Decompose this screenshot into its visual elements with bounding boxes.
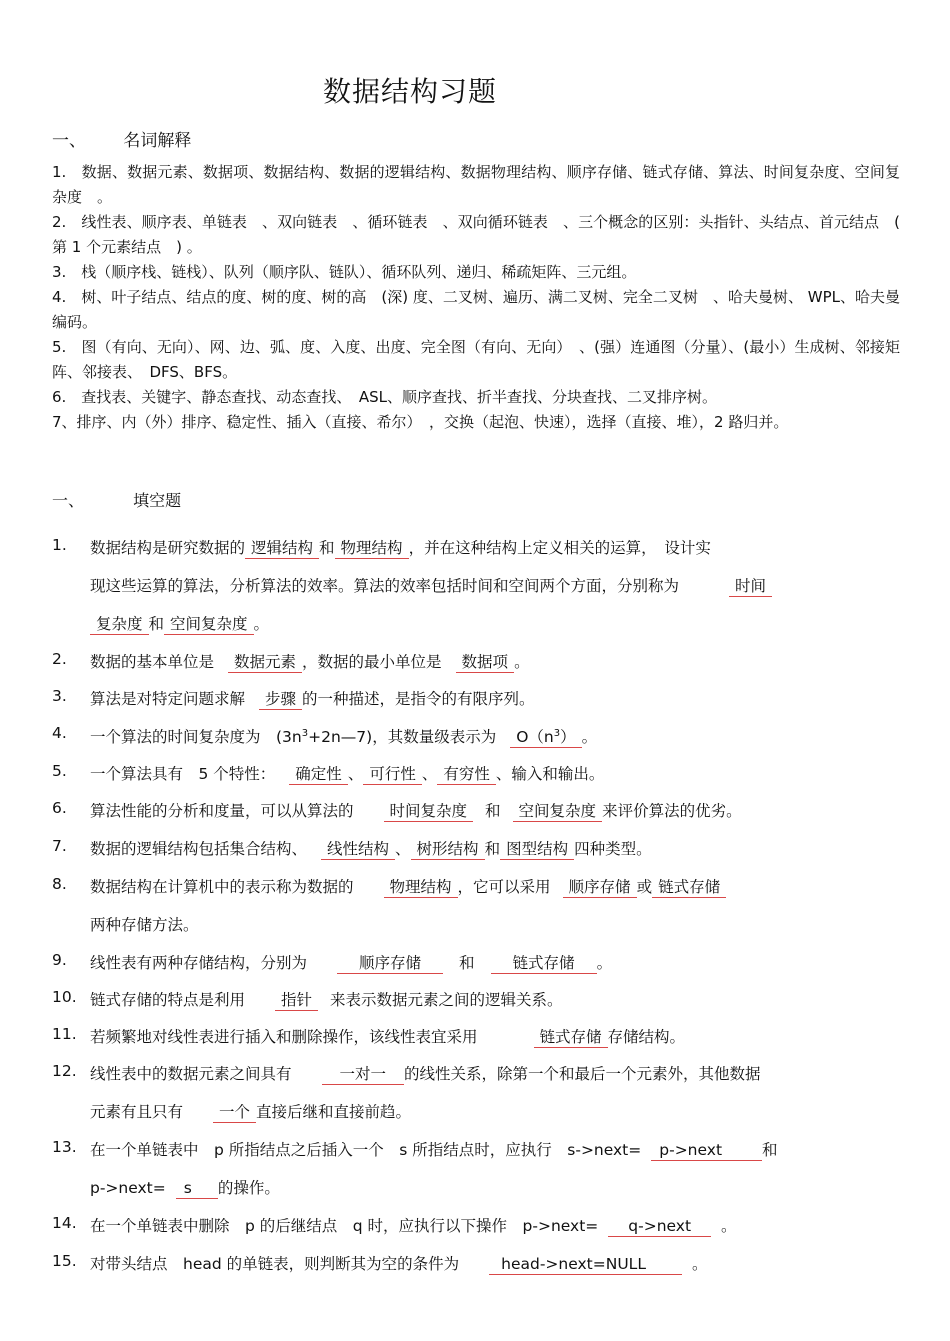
question-text: 直接后继和直接前趋。 [256,1103,412,1121]
question-number: 9. [52,951,67,969]
question-text: 和 [762,1141,778,1159]
section-title: 名词解释 [123,131,192,151]
question-number: 6. [52,799,67,817]
question-text: 的操作。 [217,1179,280,1197]
question-text: 数据的逻辑结构包括集合结构、 [90,840,308,858]
term-item: 3. 栈（顺序栈、链栈）、队列（顺序队、链队）、循环队列、递归、稀疏矩阵、三元组。 [52,263,637,281]
answer-blank: 数据项 [456,652,515,673]
answer-blank: s [176,1178,218,1199]
question-text: ，并在这种结构上定义相关的运算， 设计实 [408,539,711,557]
answer-blank: 图型结构 [500,839,574,860]
answer-blank: 物理结构 [384,877,458,898]
superscript: 3 [553,728,561,739]
question-text: 。 [691,1255,708,1273]
question-number: 14. [52,1214,77,1232]
section-title: 填空题 [133,491,182,510]
question-text: 和 [459,954,475,972]
term-item: 2. 线性表、顺序表、单链表 、双向链表 、循环链表 、双向循环链表 、三个概念的区别：头指针、头结点、首元结点 ( 第 1 个元素结点 ) 。 [52,213,900,256]
question-number: 15. [52,1252,77,1270]
answer-blank: 线性结构 [321,839,395,860]
question-text: 存储结构。 [607,1028,686,1046]
question-text: 。 [596,954,613,972]
question-text: p->next= [90,1179,166,1197]
question-text: 和 [319,539,335,557]
section-heading [52,488,181,511]
term-item: 4. 树、叶子结点、结点的度、树的度、树的高 (深) 度、二叉树、遍历、满二叉树、完全二叉树 、哈夫曼树、 WPL、哈夫曼编码。 [52,288,900,331]
question-text: ，它可以采用 [457,878,551,896]
answer-blank: 逻辑结构 [245,538,319,559]
answer-blank: 链式存储 [652,877,726,898]
section-number: 一、 [52,131,86,151]
answer-blank: 步骤 [259,689,302,710]
answer-blank: 空间复杂度 [513,801,603,822]
question-text: 数据的基本单位是 [90,653,215,671]
question-text: 一个算法具有 5 个特性： [90,765,276,783]
question-text: 在一个单链表中删除 p 的后继结点 q 时，应执行以下操作 p->next= [90,1217,599,1235]
question-text: 。 [721,1217,737,1235]
question-text: 现这些运算的算法，分析算法的效率。算法的效率包括时间和空间两个方面，分别称为 [90,577,680,595]
answer-blank: 树形结构 [411,839,485,860]
answer-blank: 链式存储 [491,953,597,974]
answer-blank: p->next [651,1140,762,1161]
answer-blank: 时间复杂度 [384,801,474,822]
question-text: 或 [636,878,653,896]
question-text: 数据结构在计算机中的表示称为数据的 [90,878,354,896]
question-number: 3. [52,687,67,705]
term-item: 6. 查找表、关键字、静态查找、动态查找、 ASL、顺序查找、折半查找、分块查找、二叉排序树。 [52,388,717,406]
answer-blank: 顺序存储 [337,953,443,974]
question-number: 11. [52,1025,77,1043]
question-text: 、输入和输出。 [495,765,605,783]
question-number: 12. [52,1062,77,1080]
superscript: 3 [301,728,309,739]
question-text: 在一个单链表中 p 所指结点之后插入一个 s 所指结点时，应执行 s->next= [90,1141,642,1159]
question-text: 、 [421,765,438,783]
answer-blank: 可行性 [363,764,422,785]
answer-blank: 时间 [729,576,772,597]
question-text: 的线性关系，除第一个和最后一个元素外，其他数据 [404,1065,761,1083]
question-text: ，数据的最小单位是 [302,653,442,671]
answer-blank: 确定性 [289,764,348,785]
question-text: 。 [581,728,598,747]
question-text: 。 [514,653,530,671]
question-text: 、 [395,840,411,858]
question-text: 的一种描述，是指令的有限序列。 [302,690,535,708]
answer-blank: ） [560,728,576,747]
question-text: 线性表有两种存储结构，分别为 [90,954,308,972]
answer-blank: 有穷性 [437,764,496,785]
section-number: 一、 [52,491,85,510]
question-number: 5. [52,762,67,780]
question-text: 和 [485,802,501,820]
question-number: 1. [52,536,67,554]
answer-blank: 数据元素 [228,652,302,673]
answer-blank: 物理结构 [335,538,409,559]
answer-blank: 链式存储 [534,1027,608,1048]
question-text: 、 [347,765,364,783]
question-number: 2. [52,650,67,668]
question-text: 两种存储方法。 [90,916,199,934]
term-item: 5. 图（有向、无向）、网、边、弧、度、入度、出度、完全图（有向、无向） 、(强）连通图（分量）、(最小）生成树、邻接矩阵、邻接表、 DFS、BFS。 [52,338,900,381]
question-text: 一个算法的时间复杂度为 (3n [90,728,302,747]
term-item: 7、排序、内（外）排序、稳定性、插入（直接、希尔） ，交换（起泡、快速），选择（直接、堆），2 路归并。 [52,413,789,431]
question-text: 若频繁地对线性表进行插入和删除操作，该线性表宜采用 [90,1028,478,1046]
answer-blank: 一对一 [322,1064,405,1085]
question-text: 算法是对特定问题求解 [90,690,246,708]
answer-blank: 复杂度 [90,614,149,635]
question-text: 来表示数据元素之间的逻辑关系。 [330,991,563,1009]
question-text: 和 [484,840,501,858]
answer-blank: q->next [608,1216,711,1237]
question-text: +2n—7)，其数量级表示为 [308,728,497,747]
question-text: 数据结构是研究数据的 [90,539,246,557]
question-text: 。 [253,615,270,633]
question-number: 13. [52,1138,77,1156]
answer-blank: 指针 [275,990,318,1011]
question-text: 链式存储的特点是利用 [90,991,246,1009]
question-text: 算法性能的分析和度量，可以从算法的 [90,802,354,820]
question-text: 元素有且只有 [90,1103,184,1121]
answer-blank: 顺序存储 [563,877,637,898]
question-text: 来评价算法的优劣。 [602,802,742,820]
question-number: 10. [52,988,77,1006]
question-number: 4. [52,724,67,742]
question-text: 对带头结点 head 的单链表，则判断其为空的条件为 [90,1255,460,1273]
question-number: 8. [52,875,67,893]
answer-blank: 一个 [213,1102,256,1123]
answer-blank: 空间复杂度 [164,614,254,635]
section-heading [52,126,191,151]
answer-blank: head->next=NULL [489,1254,682,1275]
answer-blank: O（n [516,728,554,747]
page-title: 数据结构习题 [322,75,497,108]
question-text: 线性表中的数据元素之间具有 [90,1065,292,1083]
question-text: 和 [148,615,165,633]
question-number: 7. [52,837,67,855]
term-item: 1. 数据、数据元素、数据项、数据结构、数据的逻辑结构、数据物理结构、顺序存储、链式存储、算法、时间复杂度、空间复杂度 。 [52,163,900,206]
question-text: 四种类型。 [574,840,652,858]
